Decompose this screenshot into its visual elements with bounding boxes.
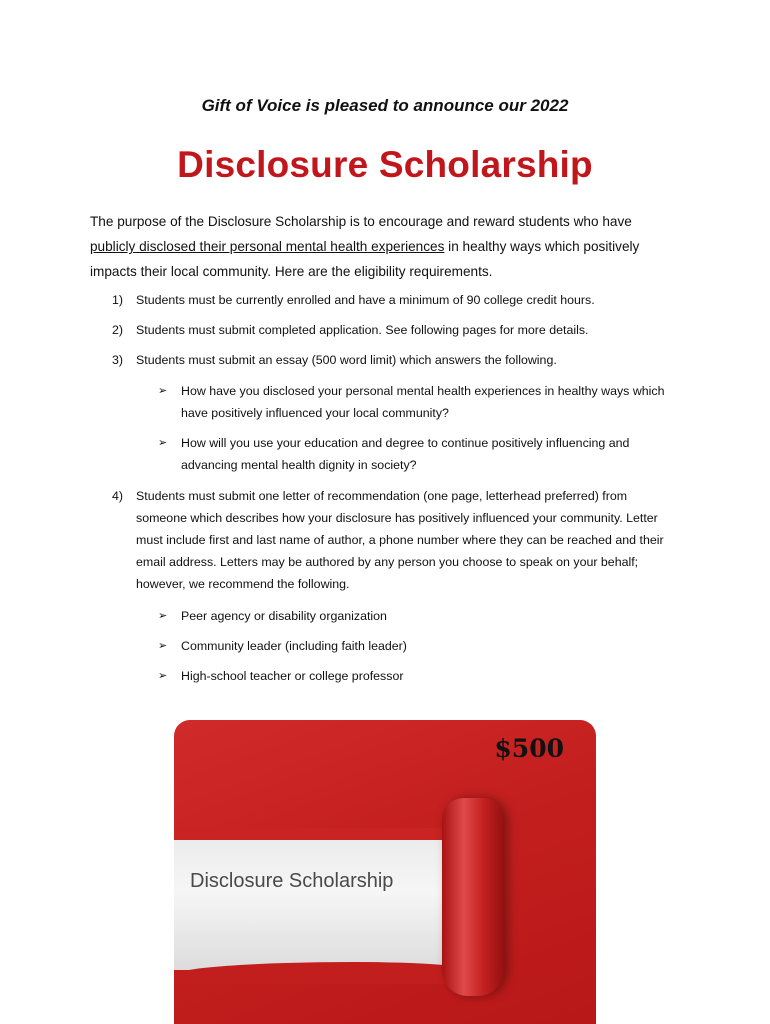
arrow-bullet-icon: ➢: [158, 385, 168, 397]
sub-bullet-item: [158, 380, 678, 424]
arrow-bullet-icon: ➢: [158, 640, 168, 652]
sub-bullet-text: How have you disclosed your personal mental health experiences in healthy ways which have positively influenced your local community?: [181, 384, 665, 420]
arrow-bullet-icon: ➢: [158, 610, 168, 622]
sub-bullet-item: [158, 635, 678, 657]
requirement-text: Students must submit one letter of recommendation (one page, letterhead preferred) from someone which describes how your disclosure has positively influenced your community. Letter must include first and last name of author, a phone number where they can be reached and their email address. Letters may be authored by any person you choose to speak on your behalf; however, we recommend the following.: [136, 489, 664, 591]
scholarship-image-label: Disclosure Scholarship: [190, 870, 394, 892]
scholarship-image: [174, 720, 596, 1024]
requirement-text: Students must submit completed application. See following pages for more details.: [136, 323, 589, 337]
torn-paper-reveal: [174, 840, 474, 970]
requirement-item: [112, 349, 672, 371]
requirement-number: 1): [112, 293, 124, 307]
requirement-item: [112, 289, 672, 311]
requirement-item: [112, 485, 672, 595]
sub-bullet-text: Community leader (including faith leader): [181, 639, 407, 653]
intro-text-end: in healthy ways which positively impacts their local community. Here are the eligibility requirements.: [90, 239, 640, 279]
sub-bullet-item: [158, 665, 678, 687]
requirement-number: 3): [112, 353, 124, 367]
paper-curl: [442, 798, 504, 996]
arrow-bullet-icon: ➢: [158, 437, 168, 449]
sub-bullet-item: [158, 605, 678, 627]
intro-paragraph: [90, 209, 680, 284]
page-title: Disclosure Scholarship: [177, 144, 593, 185]
sub-bullet-text: Peer agency or disability organization: [181, 609, 387, 623]
requirement-item: [112, 319, 672, 341]
requirement-text: Students must submit an essay (500 word limit) which answers the following.: [136, 353, 557, 367]
requirement-text: Students must be currently enrolled and have a minimum of 90 college credit hours.: [136, 293, 595, 307]
amount-label: $500: [494, 734, 564, 763]
intro-underlined-text: publicly disclosed their personal mental health experiences: [90, 239, 445, 254]
intro-text-start: The purpose of the Disclosure Scholarship is to encourage and reward students who have: [90, 214, 632, 229]
sub-bullet-text: How will you use your education and degree to continue positively influencing and advancing mental health dignity in society?: [181, 436, 630, 472]
sub-bullet-item: [158, 432, 678, 476]
announcement-heading: Gift of Voice is pleased to announce our 2022: [201, 96, 569, 115]
sub-bullet-text: High-school teacher or college professor: [181, 669, 404, 683]
arrow-bullet-icon: ➢: [158, 670, 168, 682]
requirement-number: 4): [112, 489, 124, 503]
requirement-number: 2): [112, 323, 124, 337]
